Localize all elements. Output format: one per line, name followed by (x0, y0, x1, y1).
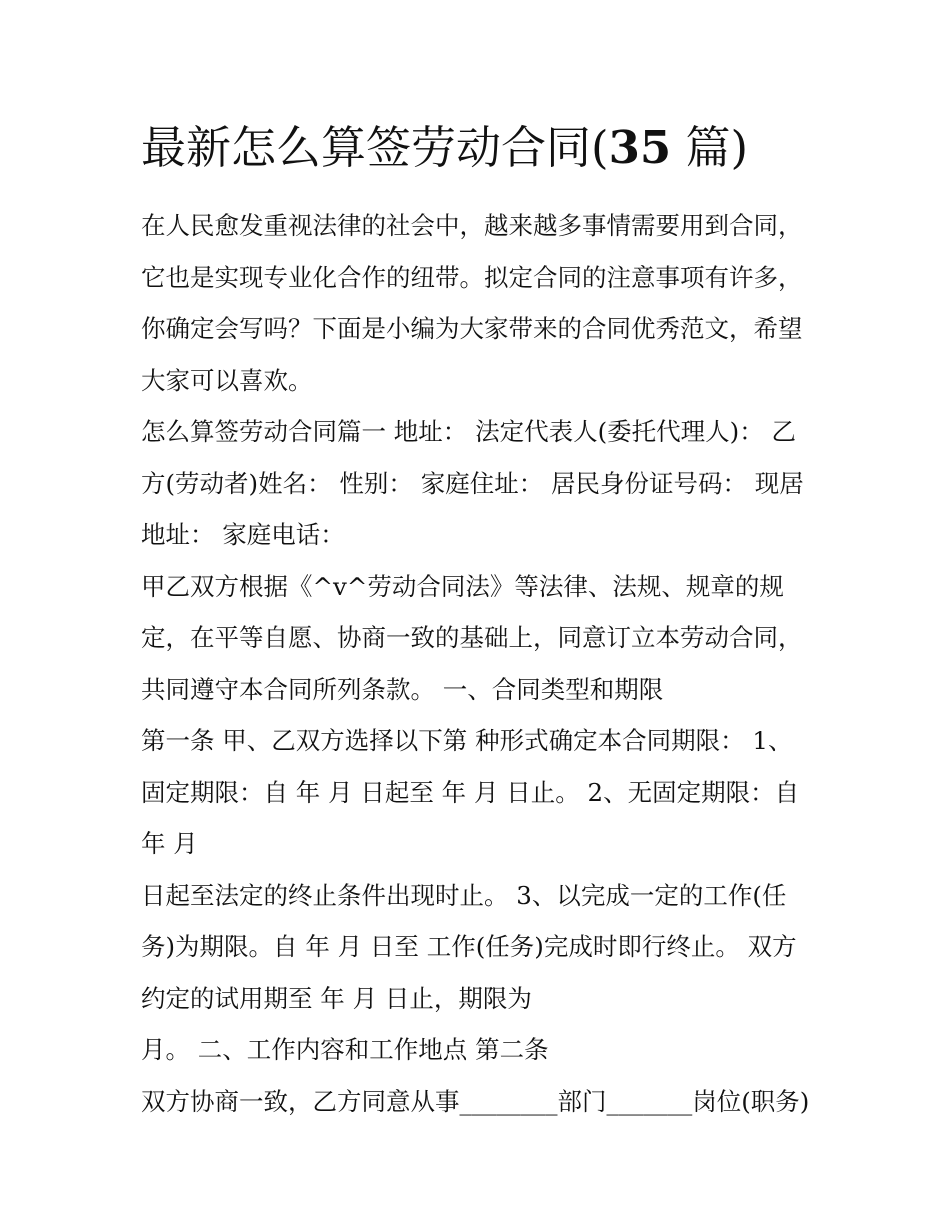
body-line: 固定期限：自 年 月 日起至 年 月 日止。 2、无固定期限：自 (141, 777, 800, 807)
title-suffix: 篇) (671, 121, 749, 174)
title-number: 35 (608, 121, 672, 174)
title-prefix: 最新怎么算签劳动合同( (141, 121, 609, 174)
body-line: 务)为期限。自 年 月 日至 工作(任务)完成时即行终止。 双方 (141, 932, 797, 961)
body-line: 你确定会写吗？下面是小编为大家带来的合同优秀范文，希望 (141, 314, 803, 343)
body-line: 甲乙双方根据《^v^劳动合同法》等法律、法规、规章的规 (141, 571, 784, 601)
body-line: 双方协商一致，乙方同意从事________部门_______岗位(职务) (141, 1086, 810, 1116)
body-line: 约定的试用期至 年 月 日止，期限为 (141, 983, 532, 1013)
document-page (141, 118, 821, 1127)
body-line: 在人民愈发重视法律的社会中，越来越多事情需要用到合同， (141, 211, 803, 240)
body-line: 共同遵守本合同所列条款。 一、合同类型和期限 (141, 674, 664, 704)
body-line: 第一条 甲、乙双方选择以下第 种形式确定本合同期限： 1、 (141, 726, 793, 755)
body-line: 方(劳动者)姓名： 性别： 家庭住址： 居民身份证号码： 现居 (141, 468, 804, 498)
body-line: 地址： 家庭电话： (141, 520, 345, 549)
body-line: 日起至法定的终止条件出现时止。 3、以完成一定的工作(任 (141, 880, 787, 910)
body-line: 定，在平等自愿、协商一致的基础上，同意订立本劳动合同， (141, 623, 803, 652)
body-line: 大家可以喜欢。 (141, 365, 313, 395)
body-line: 年 月 (141, 829, 198, 858)
body-line: 月。 二、工作内容和工作地点 第二条 (141, 1035, 549, 1064)
document-title (141, 118, 821, 178)
body-line: 怎么算签劳动合同篇一 地址： 法定代表人(委托代理人)： 乙 (141, 417, 796, 446)
body-line: 它也是实现专业化合作的纽带。拟定合同的注意事项有许多， (141, 262, 803, 292)
